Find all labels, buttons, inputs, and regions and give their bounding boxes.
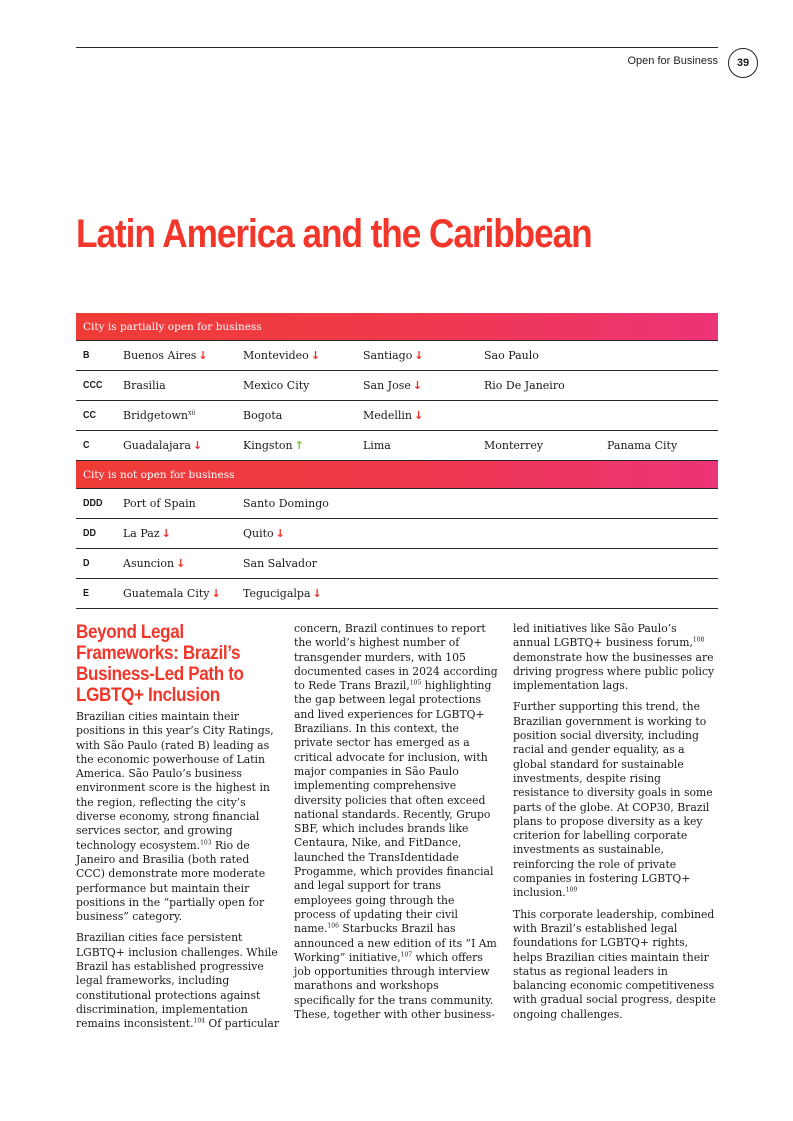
grade-label: C [83,440,90,451]
city-name: Brasilia [123,379,166,392]
header-rule [76,47,718,48]
grade-label: B [83,350,90,361]
city-name: Buenos Aires ↓ [123,349,208,362]
article-heading: Beyond Legal Frameworks: Brazil’s Business-Led Path to LGBTQ+ Inclusion [76,622,244,706]
article-column-3 [513,622,717,1029]
rating-row [76,489,718,519]
article-column-2 [294,622,498,1029]
city-name: Bogota [243,409,283,422]
arrow-down-icon: ↓ [161,527,171,540]
grade-label: CCC [83,380,103,391]
paragraph-1: Brazilian cities maintain their positions in this year’s City Ratings, with São Paulo (rated B) leading as the economic powerhouse of Latin America. São Paulo’s business environment score is the highest in the region, reflecting the city’s diverse economy, strong financial services sector, and growing technology ecosystem.$^{103}$ Rio de Janeiro and Brasilia (both rated CCC) demonstrate more moderate performance but maintain their positions in the “partially open for business” category. [76,710,274,924]
city-name: Port of Spain [123,497,196,510]
city-name: San Jose ↓ [363,379,423,392]
city-name: Lima [363,439,391,452]
grade-label: D [83,558,90,569]
page-title: Latin America and the Caribbean [76,212,592,256]
city-name: Santo Domingo [243,497,329,510]
arrow-down-icon: ↓ [211,587,221,600]
paragraph-2: Brazilian cities face persistent LGBTQ+ inclusion challenges. While Brazil has established progressive legal frameworks, including constitutional protections against discrimination, implementation remains inconsistent.$^{104}$ Of particular [76,931,280,1031]
arrow-up-icon: ↑ [294,439,304,452]
rating-row [76,371,718,401]
paragraph-4: This corporate leadership, combined with Brazil’s established legal foundations for LGBTQ+ rights, helps Brazilian cities maintain their status as regional leaders in balancing economic competitiveness with gradual social progress, despite ongoing challenges. [513,907,716,1021]
partially-open-band: City is partially open for business [76,313,718,341]
arrow-down-icon: ↓ [176,557,186,570]
city-name: Sao Paulo [484,349,539,362]
city-name: Rio De Janeiro [484,379,565,392]
ratings-table [76,313,718,609]
rating-row [76,519,718,549]
rating-row [76,401,718,431]
city-name: Mexico City [243,379,310,392]
article-column-1 [76,622,280,1039]
city-name: Bridgetown$^{xii}$ [123,409,196,422]
rating-row [76,579,718,609]
city-name: Quito ↓ [243,527,285,540]
grade-label: CC [83,410,97,421]
arrow-down-icon: ↓ [414,349,424,362]
rating-row [76,341,718,371]
city-name: San Salvador [243,557,317,570]
city-name: Guatemala City ↓ [123,587,221,600]
arrow-down-icon: ↓ [310,349,321,362]
arrow-down-icon: ↓ [192,439,203,452]
city-name: Medellin ↓ [363,409,424,422]
arrow-down-icon: ↓ [413,409,424,422]
arrow-down-icon: ↓ [198,349,208,362]
paragraph-2-cont: concern, Brazil continues to report the world’s highest number of transgender murders, with 105 documented cases in 2024 according to Rede Trans Brazil,$^{105}$ highlighting the gap between legal protections and lived experiences for LGBTQ+ Brazilians. In this context, the private sector has emerged as a critical advocate for inclusion, with major companies in São Paulo implementing comprehensive diversity policies that often exceed national standards. Recently, Grupo SBF, which includes brands like Centaura, Nike, and FitDance, launched the TransIdentidade Progamme, which provides financial and legal support for trans employees going through the process of updating their civil name.$^{106}$ Starbucks Brazil has announced a new edition of its “I Am Working” initiative,$^{107}$ which offers job opportunities through interview marathons and workshops specifically for the trans community. These, together with other business- [294,622,498,1022]
city-name: Tegucigalpa ↓ [243,587,322,600]
rating-row [76,549,718,579]
grade-label: E [83,588,90,599]
paragraph-3: Further supporting this trend, the Brazilian government is working to position social diversity, including racial and gender equality, as a global standard for sustainable investments, despite rising resistance to diversity goals in some parts of the globe. At COP30, Brazil plans to propose diversity as a key criterion for labelling corporate investments as sustainable, reinforcing the role of private companies in fostering LGBTQ+ inclusion.$^{109}$ [513,700,713,900]
city-name: Kingston ↑ [243,439,304,452]
grade-label: DDD [83,498,103,509]
city-name: Santiago ↓ [363,349,424,362]
city-name: Guadalajara ↓ [123,439,203,452]
city-name: Asuncion ↓ [123,557,186,570]
city-name: La Paz ↓ [123,527,171,540]
grade-label: DD [83,528,97,539]
header-label: Open for Business [627,55,718,67]
arrow-down-icon: ↓ [312,587,322,600]
page-number: 39 [728,48,758,78]
arrow-down-icon: ↓ [412,379,423,392]
rating-row [76,431,718,461]
paragraph-2-end: led initiatives like São Paulo’s annual LGBTQ+ business forum,$^{108}$ demonstrate how the businesses are driving progress where public policy implementation lags. [513,622,715,693]
city-name: Panama City [607,439,678,452]
city-name: Monterrey [484,439,544,452]
not-open-band: City is not open for business [76,461,718,489]
arrow-down-icon: ↓ [275,527,285,540]
city-name: Montevideo ↓ [243,349,321,362]
